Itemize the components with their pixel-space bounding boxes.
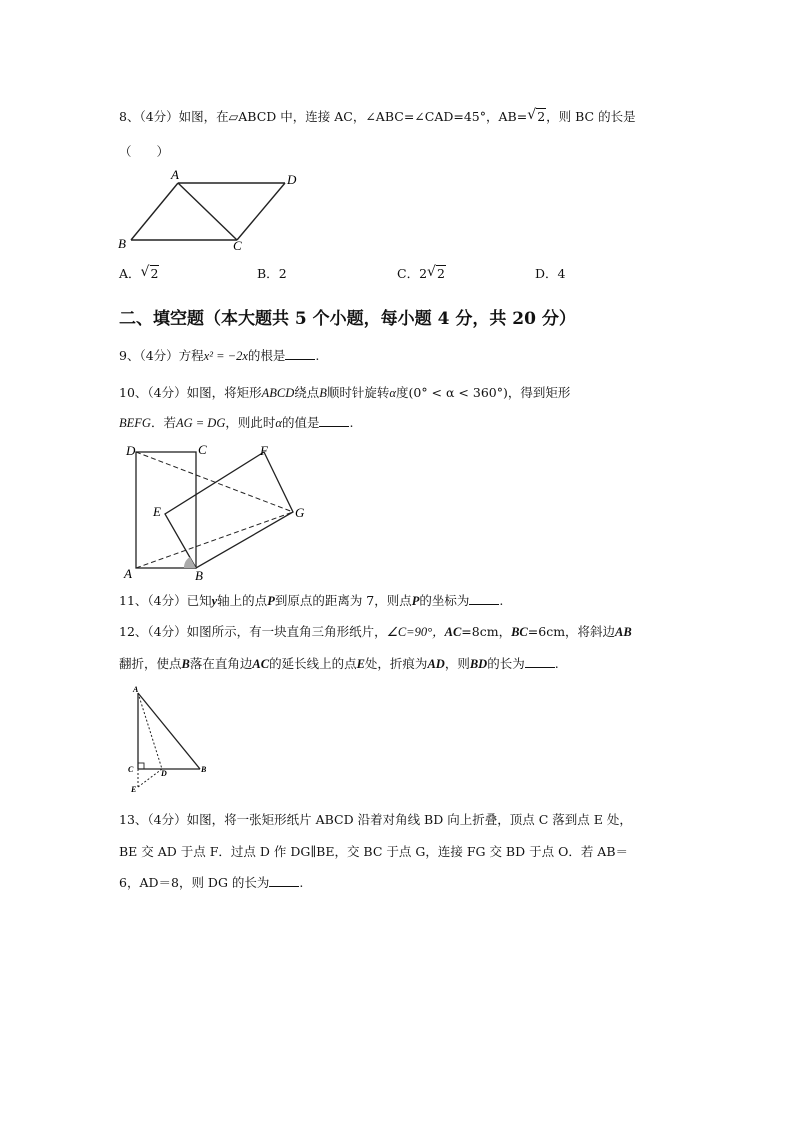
q12-triangle-figure [125,683,215,795]
label-A: A [124,566,132,581]
label-D: D [161,769,167,778]
sqrt-expression: √ 2 [527,107,546,124]
section-title: 二、填空题（本大题共 5 个小题，每小题 4 分，共 20 分） [119,309,576,329]
q12-stem-line2: 翻折，使点B落在直角边AC的延长线上的点E处，折痕为AD，则BD的长为 . [119,656,559,671]
q10-rotation-figure [118,440,318,585]
q10-stem-line1: 10、（4分）如图，将矩形ABCD绕点B顺时针旋转α度(0° < α < 360°)，得到矩形 [119,385,571,400]
label-A: A [171,167,179,182]
q12-stem-line1: 12、（4分）如图所示，有一块直角三角形纸片，∠C=90°，AC=8cm，BC=6cm，将斜边AB [119,624,632,639]
answer-blank[interactable] [285,347,315,360]
q13-stem-line3: 6，AD＝8，则 DG 的长为 . [119,875,304,890]
q9-stem: 9、（4分）方程x² = −2x的根是 . [119,348,320,363]
label-B: B [118,236,126,251]
label-B: B [195,568,203,583]
q8-option-d[interactable]: D．4 [535,266,566,281]
label-A: A [133,685,139,694]
label-F: F [260,443,268,458]
label-D: D [126,443,136,458]
answer-blank[interactable] [269,874,299,887]
label-D: D [287,172,297,187]
q13-stem-line2: BE 交 AD 于点 F．过点 D 作 DG∥BE，交 BC 于点 G，连接 FG 交 BD 于点 O．若 AB＝ [119,844,629,859]
q11-stem: 11、（4分）已知y轴上的点P到原点的距离为 7，则点P的坐标为 . [119,593,504,608]
label-E: E [131,785,137,794]
answer-blank[interactable] [319,414,349,427]
q8-option-b[interactable]: B．2 [257,266,287,281]
label-G: G [295,505,305,520]
q8-option-c[interactable]: C．2 √ 2 [397,264,445,281]
label-E: E [153,504,161,519]
q10-stem-line2: BEFG．若AG = DG，则此时α的值是 . [119,415,354,430]
label-C: C [128,765,134,774]
sqrt-expression: √ 2 [427,264,445,281]
q13-stem-line1: 13、（4分）如图，将一张矩形纸片 ABCD 沿着对角线 BD 向上折叠，顶点 C 落到点 E 处， [119,812,632,827]
answer-blank[interactable] [469,592,499,605]
q8-parallelogram-figure [115,167,315,253]
label-B: B [201,765,207,774]
q8-stem: 8、（4分）如图，在▱ABCD 中，连接 AC，∠ABC=∠CAD=45°，AB= √ 2，则 BC 的长是 [119,107,636,124]
sqrt-expression: √ 2 [140,264,159,281]
q8-option-a[interactable]: A． √ 2 [119,264,159,281]
label-C: C [198,442,207,457]
answer-blank[interactable] [525,655,555,668]
label-C: C [233,238,242,253]
q8-answer-paren: （ ） [119,144,170,159]
